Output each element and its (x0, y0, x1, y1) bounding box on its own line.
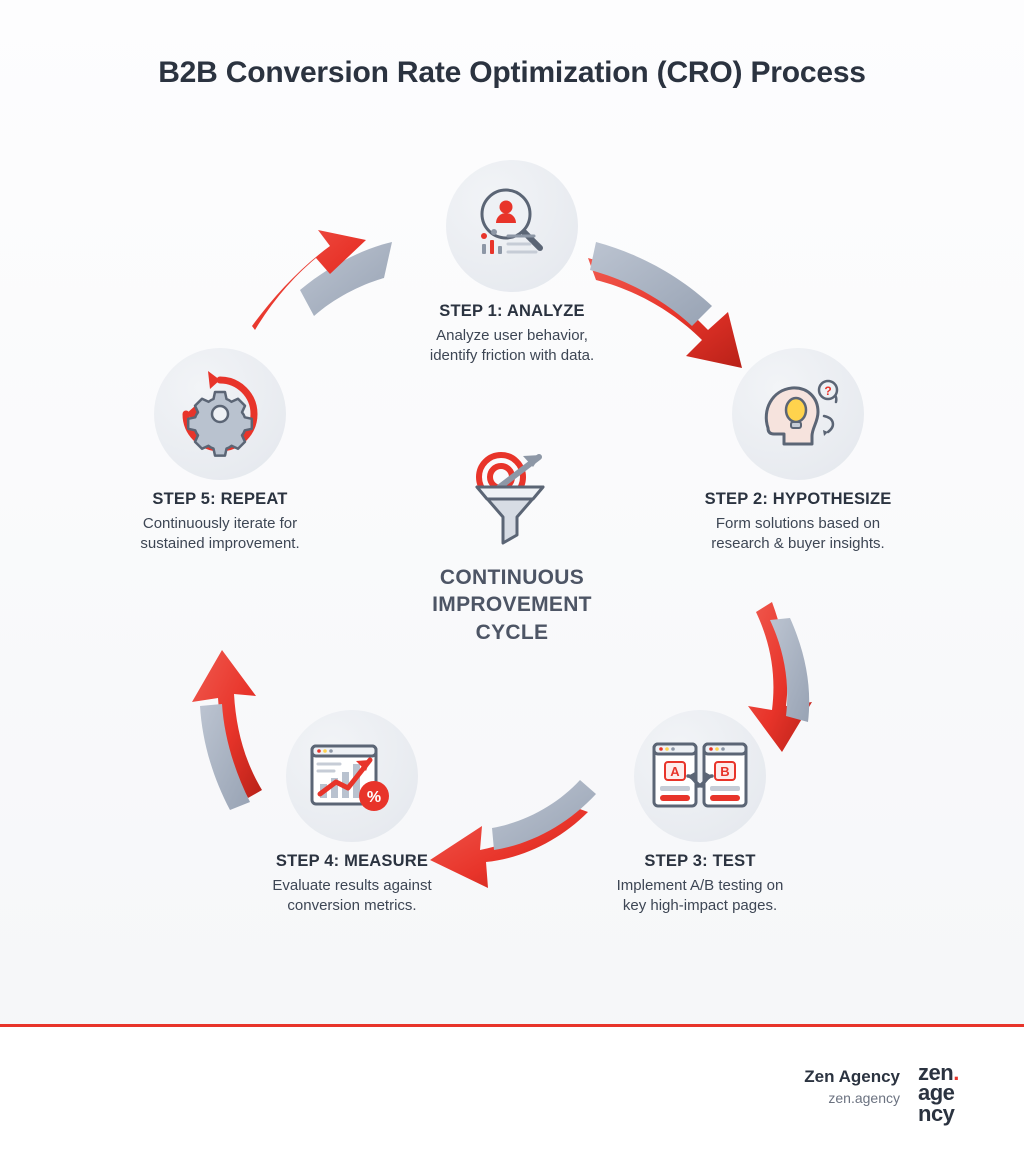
cycle-center (382, 440, 642, 646)
gear-refresh-icon (154, 348, 286, 480)
step-label: STEP 4: MEASURE (275, 852, 429, 870)
step-desc-line2: sustained improvement. (140, 534, 300, 552)
page-title: B2B Conversion Rate Optimization (CRO) Process (158, 56, 866, 89)
brand-name: Zen Agency (804, 1067, 900, 1086)
step-description (382, 326, 642, 366)
magnifier-user-icon (446, 160, 578, 292)
step-label: STEP 5: REPEAT (152, 490, 288, 508)
step-label: STEP 2: HYPOTHESIZE (704, 490, 892, 508)
ab-test-icon (634, 710, 766, 842)
step-desc-line2: identify friction with data. (429, 346, 595, 364)
step-description (90, 514, 350, 554)
step-desc-line2: research & buyer insights. (711, 534, 885, 552)
step-desc-line2: conversion metrics. (287, 896, 417, 914)
funnel-target-arrow-icon (452, 440, 572, 550)
svg-text:B: B (720, 764, 730, 779)
svg-text:A: A (670, 764, 680, 779)
center-line1: CONTINUOUS (439, 566, 585, 589)
logo-line2: age (918, 1080, 955, 1106)
step-description (570, 876, 830, 916)
step-desc-line1: Form solutions based on (715, 515, 881, 532)
step-label: STEP 3: TEST (644, 852, 756, 870)
step-desc-line1: Analyze user behavior, (436, 327, 588, 344)
brand-block (804, 1067, 900, 1106)
brand-url[interactable]: zen.agency (828, 1090, 900, 1106)
growth-chart-percent-icon (286, 710, 418, 842)
step-test[interactable] (570, 710, 830, 916)
step-repeat[interactable] (90, 348, 350, 554)
logo-line3: ncy (918, 1100, 955, 1126)
step-label: STEP 1: ANALYZE (439, 302, 585, 320)
svg-text:?: ? (824, 384, 832, 398)
logo-line1: zen (918, 1060, 954, 1085)
head-lightbulb-icon (732, 348, 864, 480)
step-desc-line1: Continuously iterate for (142, 515, 298, 532)
step-measure[interactable] (222, 710, 482, 916)
step-description (222, 876, 482, 916)
step-description (668, 514, 928, 554)
center-caption (382, 564, 642, 646)
svg-text:%: % (366, 789, 382, 806)
step-desc-line1: Implement A/B testing on (616, 877, 784, 894)
logo-dot: . (953, 1060, 959, 1085)
step-desc-line1: Evaluate results against (272, 877, 432, 894)
step-hypothesize[interactable] (668, 348, 928, 554)
center-line2: IMPROVEMENT (432, 593, 592, 617)
cro-cycle-diagram (0, 150, 1024, 1020)
center-line3: CYCLE (475, 620, 549, 644)
footer (0, 1027, 1024, 1154)
step-analyze[interactable] (382, 160, 642, 366)
zen-agency-logo (918, 1060, 998, 1126)
step-desc-line2: key high-impact pages. (622, 896, 778, 914)
